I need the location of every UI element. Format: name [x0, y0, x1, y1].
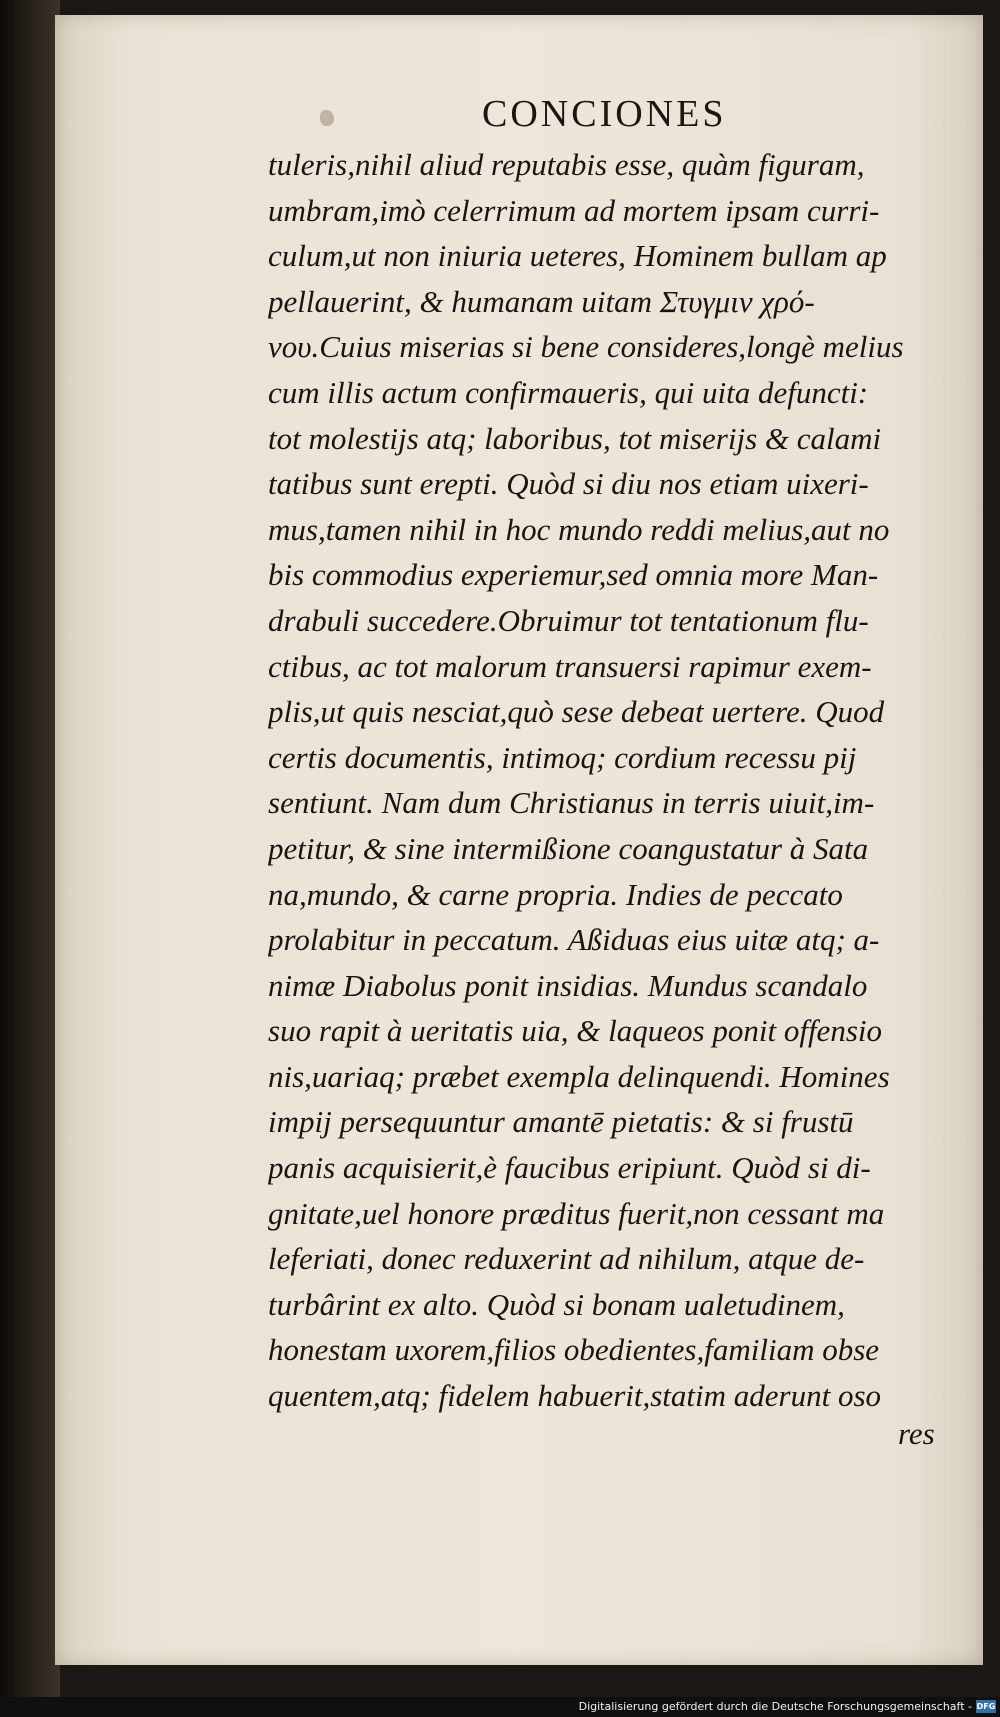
text-line: ctibus, ac tot malorum transuersi rapimur exem- — [268, 648, 872, 684]
text-line: gnitate,uel honore præditus fuerit,non cessant ma — [268, 1195, 885, 1231]
text-line: suo rapit à ueritatis uia, & laqueos ponit offensio — [268, 1013, 882, 1049]
text-line: culum,ut non iniuria ueteres, Hominem bullam ap — [268, 238, 887, 274]
text-line: tot molestijs atq; laboribus, tot miserijs & calami — [268, 420, 882, 456]
text-line: leferiati, donec reduxerint ad nihilum, atque de- — [268, 1241, 865, 1277]
text-line: tatibus sunt erepti. Quòd si diu nos etiam uixeri- — [268, 466, 869, 502]
book-spine-shadow — [0, 0, 60, 1717]
text-line: tuleris,nihil aliud reputabis esse, quàm figuram, — [268, 147, 865, 182]
text-line: cum illis actum confirmaueris, qui uita defuncti: — [268, 374, 869, 410]
text-line: petitur, & sine intermißione coangustatur à Sata — [268, 830, 869, 866]
text-line: νου.Cuius miserias si bene consideres,longè melius — [268, 329, 904, 365]
text-line: mus,tamen nihil in hoc mundo reddi melius,aut no — [268, 511, 890, 547]
digitization-credit: Digitalisierung gefördert durch die Deutsche Forschungsgemeinschaft - — [578, 1700, 972, 1713]
text-line: prolabitur in peccatum. Aßiduas eius uitæ atq; a- — [268, 922, 880, 958]
dfg-logo-icon: DFG — [976, 1702, 996, 1711]
text-block — [268, 142, 958, 1419]
text-line: turbârint ex alto. Quòd si bonam ualetudinem, — [268, 1286, 845, 1322]
catchword: res — [898, 1416, 935, 1451]
text-line: pellauerint, & humanam uitam Στυγμιν χρό- — [268, 283, 815, 319]
text-line: umbram,imò celerrimum ad mortem ipsam curri- — [268, 192, 880, 228]
text-line: sentiunt. Nam dum Christianus in terris uiuit,im- — [268, 785, 875, 821]
text-line: na,mundo, & carne propria. Indies de peccato — [268, 876, 843, 912]
ink-stain — [320, 110, 334, 126]
text-line: plis,ut quis nesciat,quò sese debeat uertere. Quod — [268, 694, 885, 730]
text-line: panis acquisierit,è faucibus eripiunt. Quòd si di- — [268, 1150, 871, 1186]
text-line: bis commodius experiemur,sed omnia more Man- — [268, 557, 879, 593]
text-line: nimæ Diabolus ponit insidias. Mundus scandalo — [268, 967, 868, 1003]
running-head: CONCIONES — [482, 93, 727, 135]
text-line: drabuli succedere.Obruimur tot tentationum flu- — [268, 602, 869, 638]
text-line: nis,uariaq; præbet exempla delinquendi. Homines — [268, 1058, 890, 1094]
text-line: quentem,atq; fidelem habuerit,statim aderunt oso — [268, 1378, 882, 1414]
text-line: certis documentis, intimoq; cordium recessu pij — [268, 739, 857, 775]
text-line: impij persequuntur amantē pietatis: & si frustū — [268, 1104, 854, 1140]
text-line: honestam uxorem,filios obedientes,familiam obse — [268, 1332, 880, 1368]
